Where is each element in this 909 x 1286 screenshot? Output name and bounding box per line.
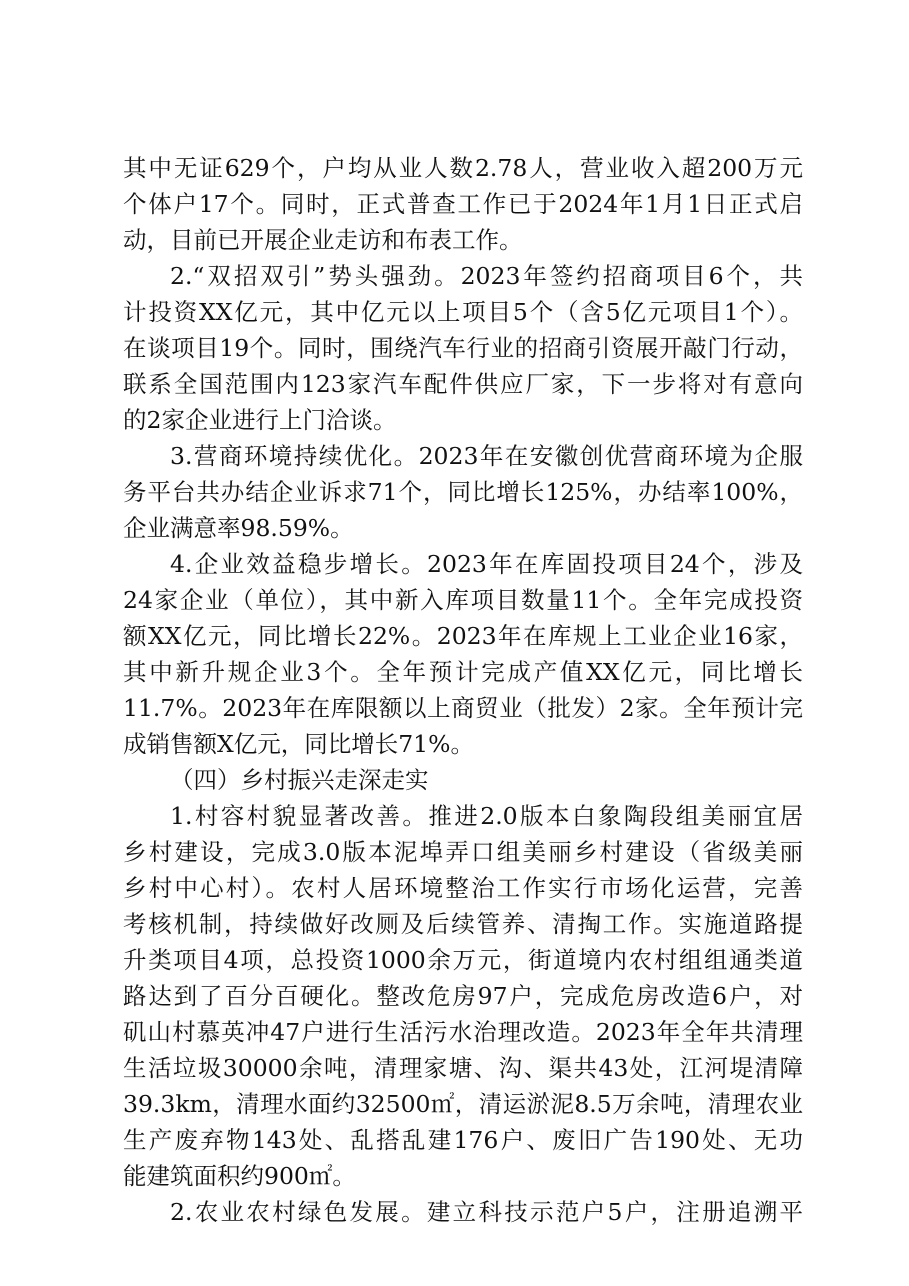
body-text-line: 能建筑面积约900㎡。 [123,1162,356,1190]
paragraph-start-line: 1.村容村貌显著改善。推进2.0版本白象陶段组美丽宜居 [170,802,803,830]
body-text-line: 其中新升规企业3个。全年预计完成产值XX亿元，同比增长 [123,658,803,686]
body-text-line: 额XX亿元，同比增长22%。2023年在库规上工业企业16家， [123,622,803,650]
body-text-line: 企业满意率98.59%。 [123,514,354,542]
body-text-line: 在谈项目19个。同时，围绕汽车行业的招商引资展开敲门行动， [123,334,803,362]
body-text-line: 路达到了百分百硬化。整改危房97户，完成危房改造6户，对 [123,982,803,1010]
body-text-line: 乡村建设，完成3.0版本泥埠弄口组美丽乡村建设（省级美丽 [123,838,803,866]
body-text-line: 动，目前已开展企业走访和布表工作。 [123,226,523,254]
paragraph-start-line: 2.“双招双引”势头强劲。2023年签约招商项目6个，共 [170,262,803,290]
section-heading: （四）乡村振兴走深走实 [170,766,429,794]
paragraph-start-line: 4.企业效益稳步增长。2023年在库固投项目24个，涉及 [170,550,803,578]
paragraph-start-line: 3.营商环境持续优化。2023年在安徽创优营商环境为企服 [170,442,803,470]
body-text-line: 务平台共办结企业诉求71个，同比增长125%，办结率100%， [123,478,803,506]
body-text-line: 个体户17个。同时，正式普查工作已于2024年1月1日正式启 [123,190,803,218]
body-text-line: 生产废弃物143处、乱搭乱建176户、废旧广告190处、无功 [123,1126,803,1154]
body-text-line: 矶山村慕英冲47户进行生活污水治理改造。2023年全年共清理 [123,1018,803,1046]
body-text-line: 24家企业（单位），其中新入库项目数量11个。全年完成投资 [123,586,803,614]
body-text-line: 成销售额X亿元，同比增长71%。 [123,730,474,758]
body-text-line: 生活垃圾30000余吨，清理家塘、沟、渠共43处，江河堤清障 [123,1054,803,1082]
paragraph-start-line: 2.农业农村绿色发展。建立科技示范户5户，注册追溯平 [170,1198,803,1226]
body-text-line: 计投资XX亿元，其中亿元以上项目5个（含5亿元项目1个）。 [123,298,803,326]
body-text-line: 11.7%。2023年在库限额以上商贸业（批发）2家。全年预计完 [123,694,803,722]
body-text-line: 其中无证629个，户均从业人数2.78人，营业收入超200万元 [123,154,803,182]
body-text-line: 的2家企业进行上门洽谈。 [123,406,397,434]
body-text-line: 联系全国范围内123家汽车配件供应厂家，下一步将对有意向 [123,370,803,398]
body-text-line: 升类项目4项，总投资1000余万元，街道境内农村组组通类道 [123,946,803,974]
body-text-line: 考核机制，持续做好改厕及后续管养、清掏工作。实施道路提 [123,910,803,938]
body-text-line: 39.3km，清理水面约32500㎡，清运淤泥8.5万余吨，清理农业 [123,1090,803,1118]
body-text-line: 乡村中心村）。农村人居环境整治工作实行市场化运营，完善 [123,874,803,902]
